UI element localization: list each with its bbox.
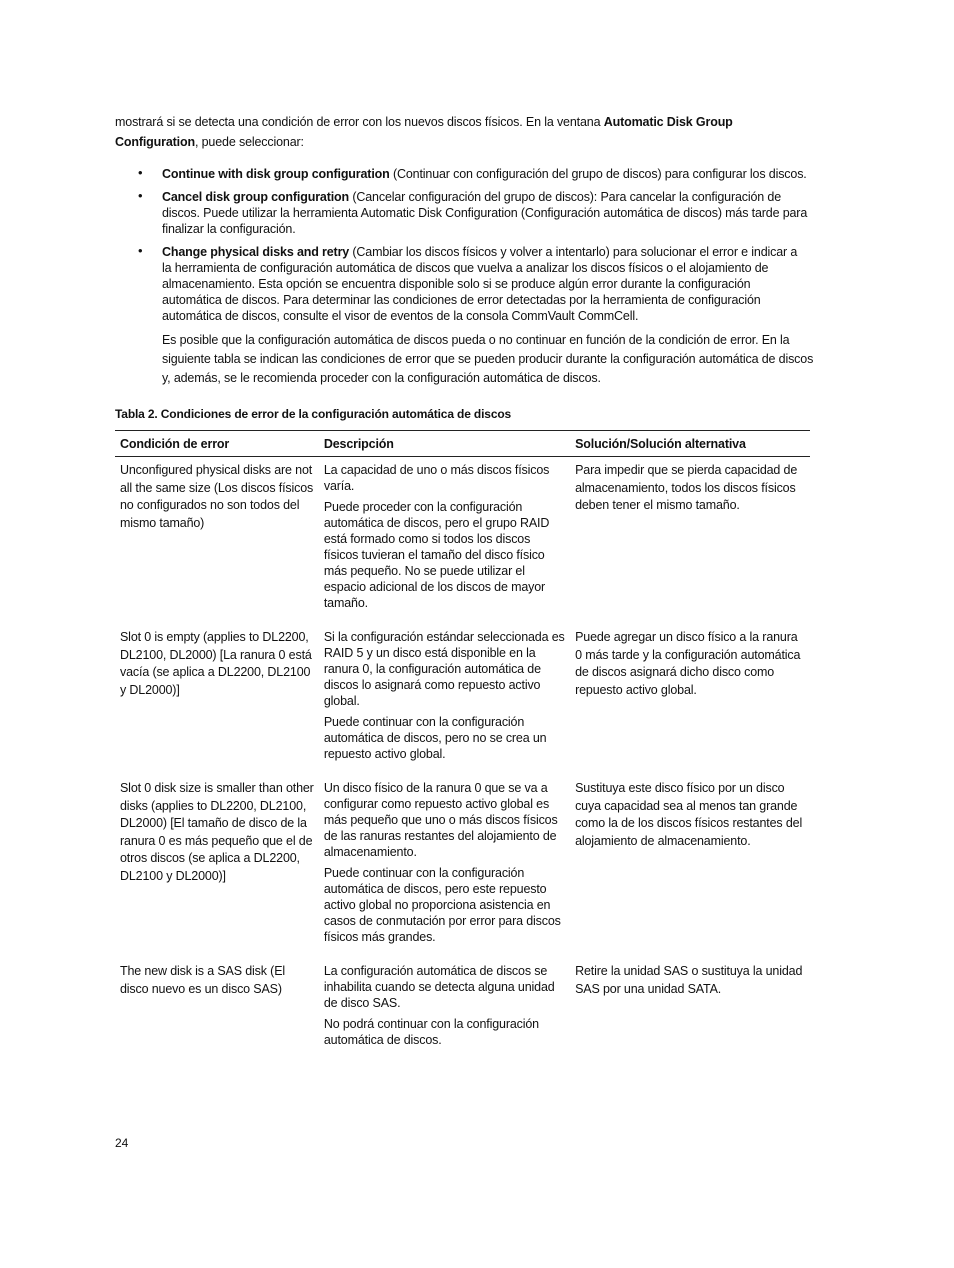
cell-condition <box>115 958 319 1061</box>
condition-text: Slot 0 is empty (applies to DL2200, DL2100, DL2000) [La ranura 0 está vacía (se aplica a DL2200, DL2100 y DL2000)] <box>120 630 312 697</box>
option-text: (Continuar con configuración del grupo de discos) para configurar los discos. <box>389 167 807 181</box>
solution-text: Sustituya este disco físico por un disco cuya capacidad sea al menos tan grande como la de los discos físicos restantes del alojamiento de almacenamiento. <box>575 781 803 848</box>
cell-condition <box>115 457 319 625</box>
page-content <box>115 112 815 1061</box>
cell-condition <box>115 775 319 958</box>
header-condition: Condición de error <box>115 431 319 457</box>
description-text: Un disco físico de la ranura 0 que se va a configurar como repuesto activo global es más pequeño que uno o más discos físicos de las ranuras restantes del alojamiento de almacenamiento. <box>323 781 558 859</box>
cell-solution <box>570 775 810 958</box>
table-header-row <box>115 431 810 457</box>
description-text: No podrá continuar con la configuración automática de discos. <box>323 1017 539 1047</box>
intro-text-end: , puede seleccionar: <box>194 135 304 149</box>
cell-description <box>319 958 570 1061</box>
intro-text: mostrará si se detecta una condición de error con los nuevos discos físicos. En la ventana <box>115 115 604 129</box>
description-text: Puede continuar con la configuración automática de discos, pero no se crea un repuesto activo global. <box>323 715 547 761</box>
description-text: Puede continuar con la configuración automática de discos, pero este repuesto activo global no proporciona asistencia en casos de conmutación por error para discos físicos más grandes. <box>323 866 561 944</box>
table-row <box>115 958 810 1061</box>
page-number: 24 <box>115 1136 129 1150</box>
table-row <box>115 624 810 775</box>
note-paragraph: Es posible que la configuración automática de discos pueda o no continuar en función de la condición de error. En la siguiente tabla se indican las condiciones de error que se pueden producir durante la configuración automática de discos y, además, se le recomienda proceder con la configuración automática de discos. <box>162 333 814 385</box>
solution-text: Para impedir que se pierda capacidad de almacenamiento, todos los discos físicos deben tener el mismo tamaño. <box>575 463 798 512</box>
error-conditions-table <box>115 430 810 1061</box>
header-description: Descripción <box>319 431 570 457</box>
table-row <box>115 457 810 625</box>
description-text: La capacidad de uno o más discos físicos varía. <box>323 463 550 493</box>
options-list <box>115 166 815 324</box>
description-text: La configuración automática de discos se inhabilita cuando se detecta alguna unidad de disco SAS. <box>323 964 555 1010</box>
option-title: Change physical disks and retry <box>162 245 350 259</box>
option-title: Cancel disk group configuration <box>162 190 350 204</box>
cell-solution <box>570 457 810 625</box>
option-text: (Cancelar configuración del grupo de discos): Para cancelar la configuración de discos. Puede utilizar la herramienta Automatic Disk Configuration (Configuración automática de discos) más tarde para finalizar la configuración. <box>162 190 808 236</box>
intro-paragraph <box>115 112 815 152</box>
bullet-icon: • <box>138 188 143 203</box>
table-caption: Tabla 2. Condiciones de error de la configuración automática de discos <box>115 407 512 421</box>
solution-text: Retire la unidad SAS o sustituya la unidad SAS por una unidad SATA. <box>575 964 803 996</box>
cell-description <box>319 775 570 958</box>
description-text: Puede proceder con la configuración automática de discos, pero el grupo RAID está formado como si todos los discos físicos tuvieran el tamaño del disco físico más pequeño. No se puede utilizar el espacio adicional de los discos de mayor tamaño. <box>323 500 550 610</box>
condition-text: The new disk is a SAS disk (El disco nuevo es un disco SAS) <box>120 964 286 996</box>
option-title: Continue with disk group configuration <box>162 167 390 181</box>
window-name: Automatic Disk Group Configuration <box>115 115 733 149</box>
bullet-icon: • <box>138 165 143 180</box>
solution-text: Puede agregar un disco físico a la ranura 0 más tarde y la configuración automática de discos asignará dicho disco como repuesto activo global. <box>575 630 801 697</box>
option-text: (Cambiar los discos físicos y volver a intentarlo) para solucionar el error e indicar a la herramienta de configuración automática de discos que vuelva a analizar los discos físicos o el alojamiento de almacenamiento. Esta opción se encuentra disponible solo si se produce algún error durante la configuración automática de discos. Para determinar las condiciones de error detectadas por la herramienta de configuración automática de discos, consulte el visor de eventos de la consola CommVault CommCell. <box>162 245 798 323</box>
header-solution: Solución/Solución alternativa <box>570 431 810 457</box>
list-item <box>138 188 815 237</box>
cell-description <box>319 624 570 775</box>
condition-text: Slot 0 disk size is smaller than other disks (applies to DL2200, DL2100, DL2000) [El tamaño de disco de la ranura 0 es más pequeño que el de otros discos (se aplica a DL2200, DL2100 y DL2000)] <box>120 781 314 883</box>
condition-text: Unconfigured physical disks are not all the same size (Los discos físicos no configurados no son todos del mismo tamaño) <box>120 463 314 530</box>
cell-solution <box>570 958 810 1061</box>
list-item <box>138 165 815 182</box>
bullet-icon: • <box>138 243 143 258</box>
table-row <box>115 775 810 958</box>
description-text: Si la configuración estándar seleccionada es RAID 5 y un disco está disponible en la ranura 0, la configuración automática de discos lo asignará como repuesto activo global. <box>323 630 565 708</box>
cell-condition <box>115 624 319 775</box>
list-item <box>138 243 815 324</box>
cell-description <box>319 457 570 625</box>
cell-solution <box>570 624 810 775</box>
